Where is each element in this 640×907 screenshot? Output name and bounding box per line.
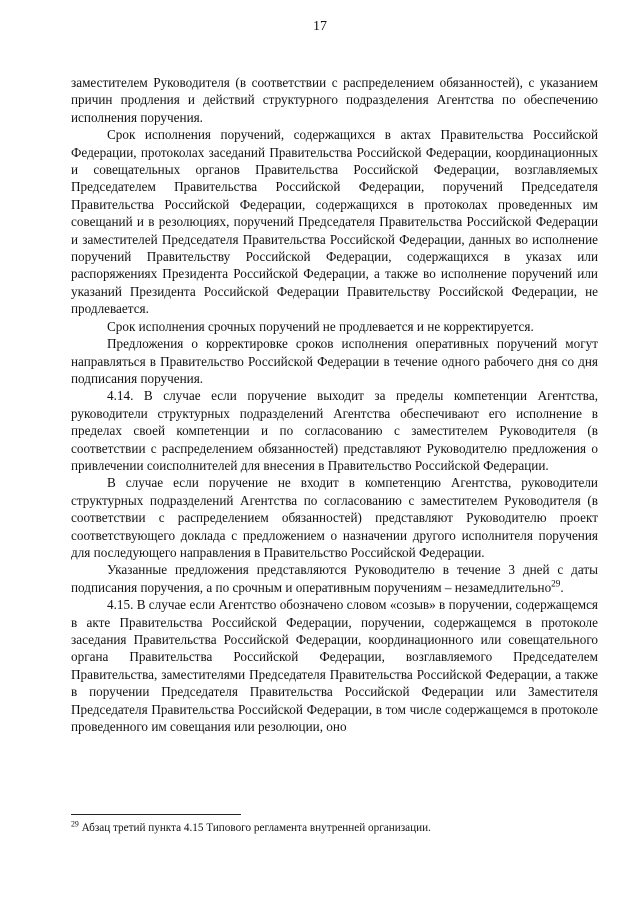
paragraph: заместителем Руководителя (в соответствии с распределением обязанностей), с указанием причин продления и действий структурного подразделения Агентства по обеспечению исполнения поручения. [71, 75, 598, 125]
footnote-text: Абзац третий пункта 4.15 Типового регламента внутренней организации. [81, 822, 431, 834]
paragraph-with-footnote [71, 561, 598, 596]
paragraph-text: Указанные предложения представляются Руководителю в течение 3 дней с даты подписания поручения, а по срочным и оперативным поручениям – незамедлительно [71, 562, 598, 595]
document-body [71, 74, 598, 735]
paragraph-end-punctuation: . [560, 579, 564, 595]
paragraph: Срок исполнения срочных поручений не продлевается и не корректируется. [107, 318, 534, 334]
paragraph: В случае если поручение не входит в компетенцию Агентства, руководители структурных подразделений Агентства по согласованию с заместителем Руководителя (в соответствии с распределением обязанностей) представляют Руководителю проект соответствующего доклада с предложением о назначении другого исполнителя поручения для последующего направления в Правительство Российской Федерации. [71, 475, 598, 560]
page-number: 17 [313, 19, 327, 34]
footnote [71, 821, 598, 835]
paragraph: Предложения о корректировке сроков исполнения оперативных поручений могут направляться в Правительство Российской Федерации в течение одного рабочего дня со дня подписания поручения. [71, 336, 598, 386]
footnote-number: 29 [71, 819, 79, 829]
footnote-separator [71, 814, 241, 815]
footnote-reference: 29 [551, 578, 561, 589]
paragraph: 4.14. В случае если поручение выходит за пределы компетенции Агентства, руководители структурных подразделений Агентства обеспечивают его исполнение в пределах своей компетенции и по согласованию с заместителем Руководителя (в соответствии с распределением обязанностей) представляют Руководителю предложения о привлечении соисполнителей для внесения в Правительство Российской Федерации. [71, 388, 598, 473]
paragraph: Срок исполнения поручений, содержащихся в актах Правительства Российской Федерации, протоколах заседаний Правительства Российской Федерации, координационных и совещательных органов Правительства Российской Федерации, возглавляемых Председателем Правительства Российской Федерации, поручений Председателя Правительства Российской Федерации, содержащихся в протоколах проведенных им совещаний и в резолюциях, поручений Председателя Правительства Российской Федерации и заместителей Председателя Правительства Российской Федерации, данных во исполнение поручений Правительству Российской Федерации, содержащихся в указах или распоряжениях Президента Российской Федерации, а также во исполнение поручений или указаний Президента Российской Федерации Правительству Российской Федерации, не продлевается. [71, 127, 598, 317]
paragraph: 4.15. В случае если Агентство обозначено словом «созыв» в поручении, содержащемся в акте Правительства Российской Федерации, поручении, содержащемся в протоколе заседания Правительства Российской Федерации, координационного или совещательного органа Правительства Российской Федерации, возглавляемого Председателем Правительства, заместителями Председателя Правительства Российской Федерации, а также в поручении Председателя Правительства Российской Федерации или Заместителя Председателя Правительства Российской Федерации, в том числе содержащемся в протоколе проведенного им совещания или резолюции, оно [71, 597, 598, 735]
